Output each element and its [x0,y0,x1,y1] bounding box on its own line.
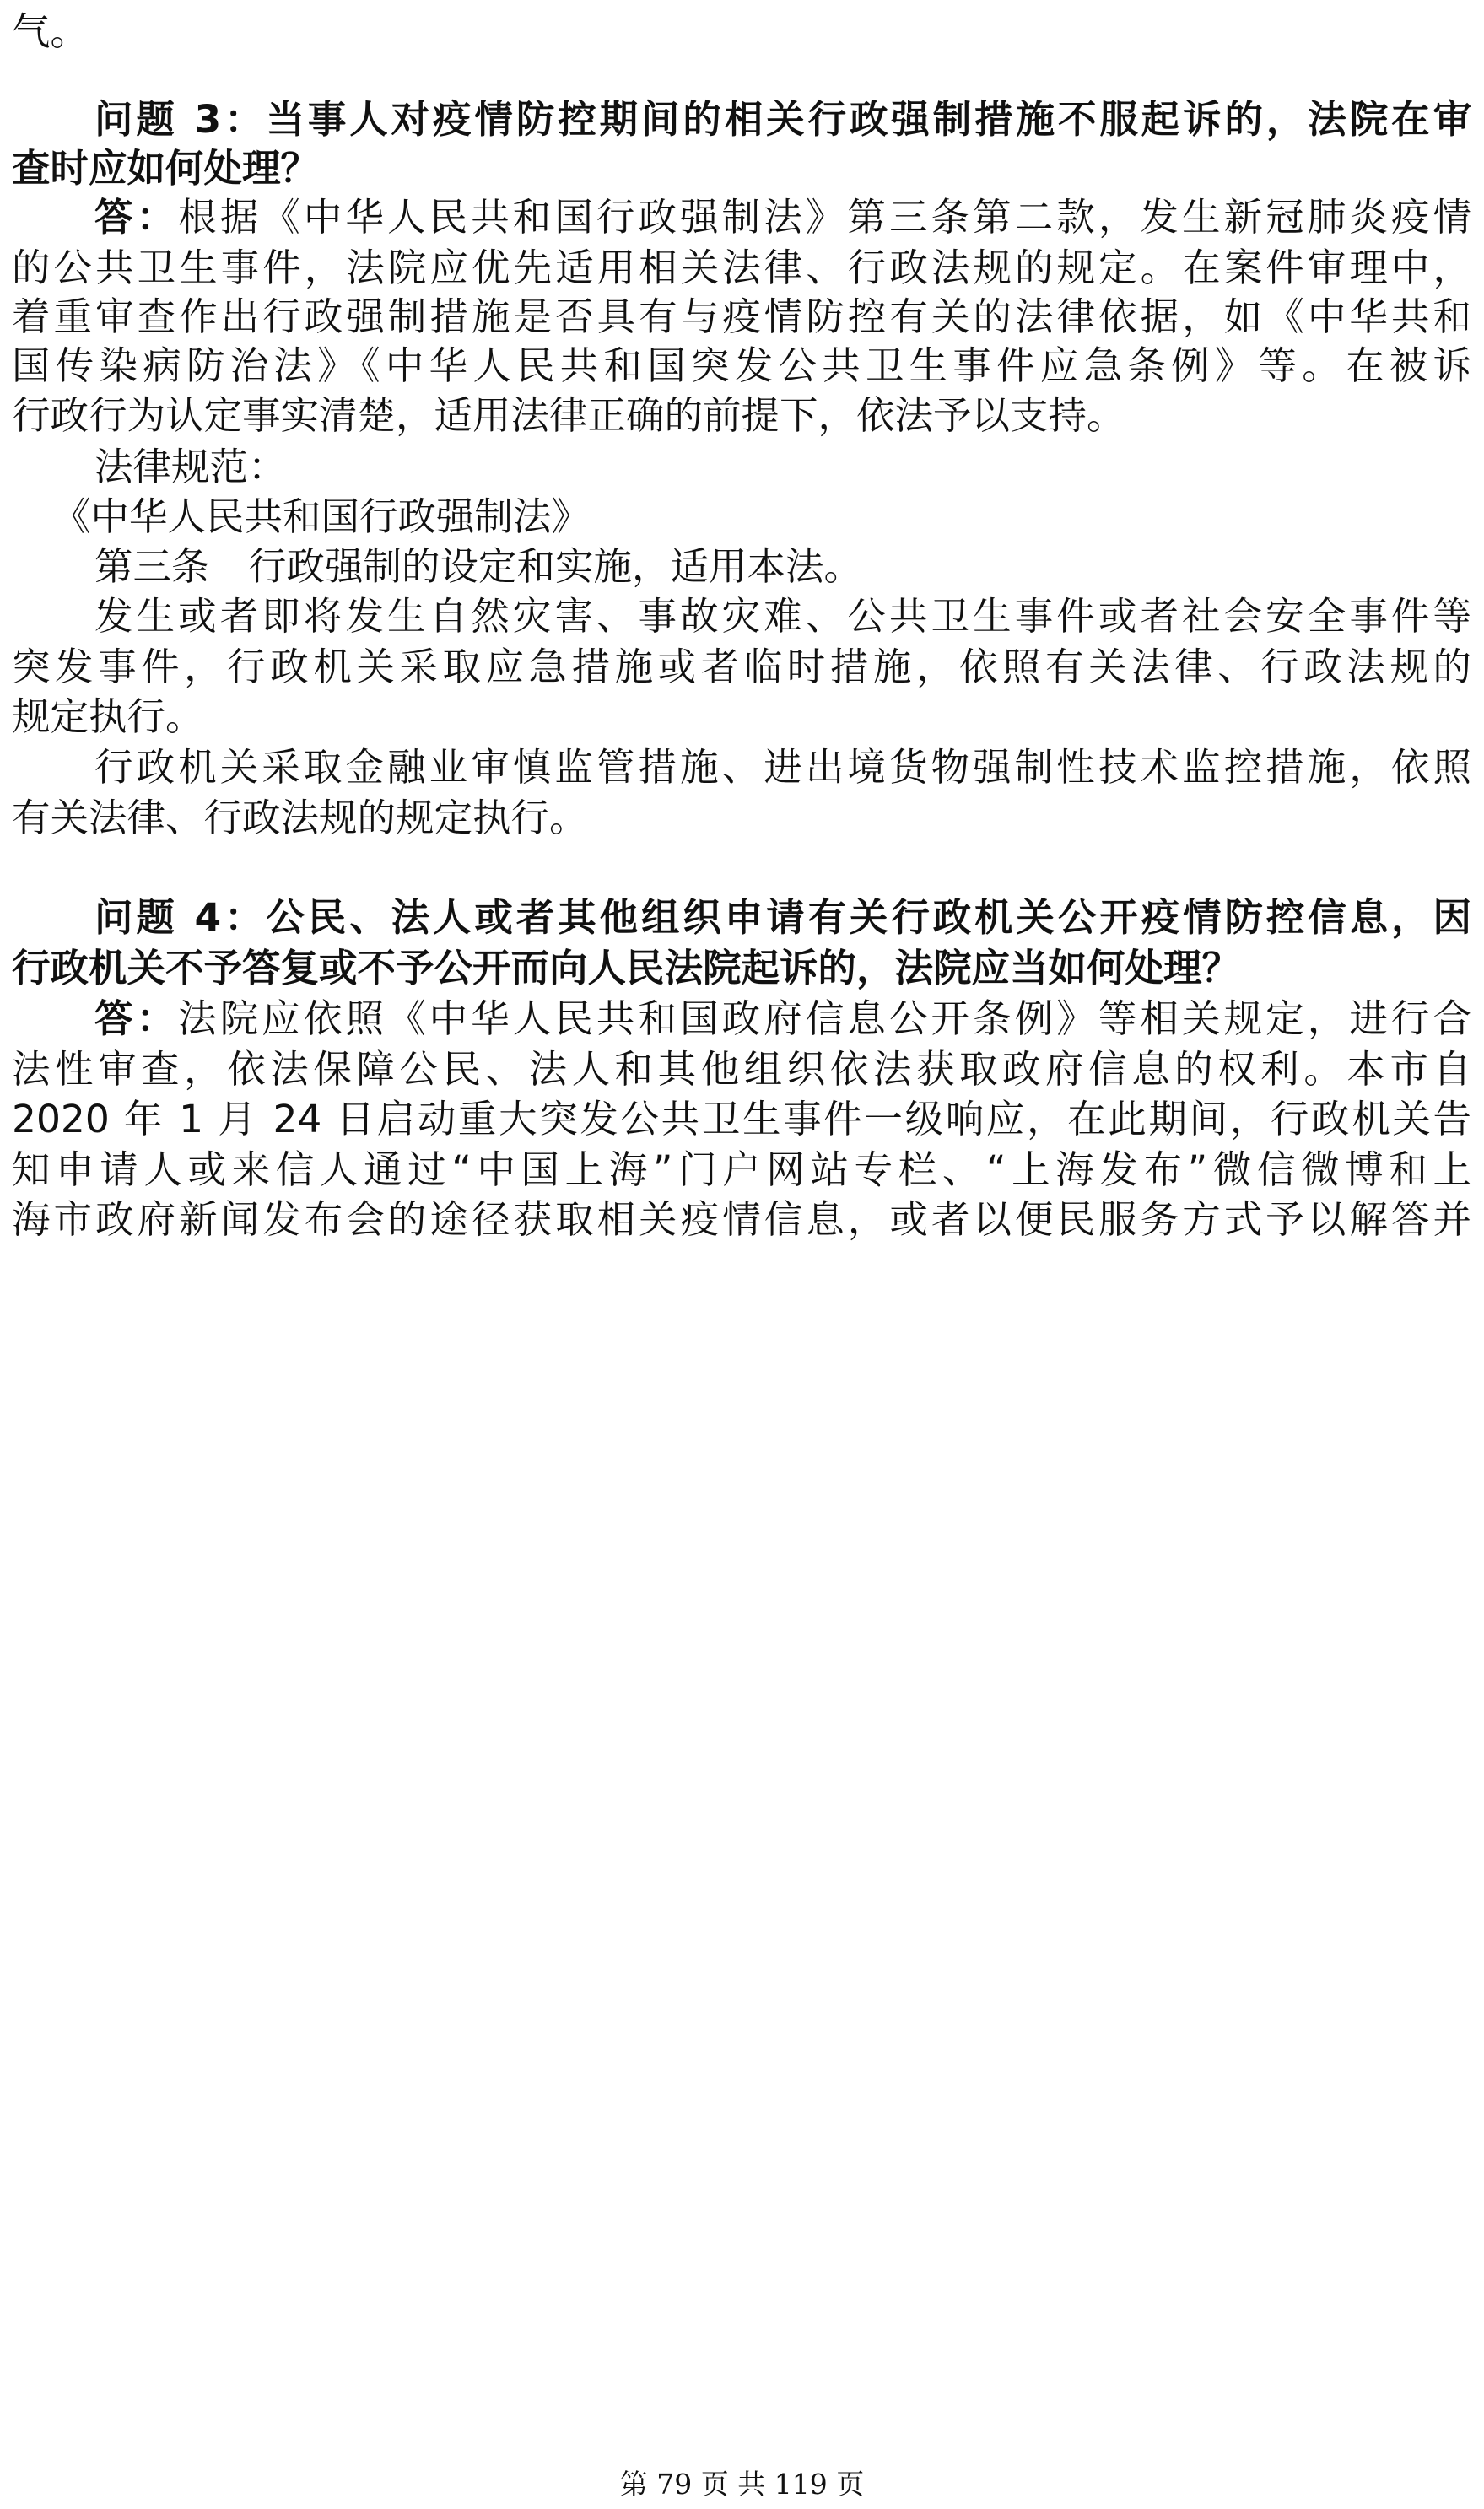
law-title: 《中华人民共和国行政强制法》 [52,494,591,539]
answer-3-line-2: 的公共卫生事件，法院应优先适用相关法律、行政法规的规定。在案件审理中， [12,246,1471,290]
answer-3-line-5: 行政行为认定事实清楚，适用法律正确的前提下，依法予以支持。 [12,393,1125,438]
answer-3-line-4: 国传染病防治法》《中华人民共和国突发公共卫生事件应急条例》等。在被诉 [12,343,1471,388]
page-number-footer: 第 79 页 共 119 页 [619,2468,865,2501]
article-paragraph-2-line-1: 发生或者即将发生自然灾害、事故灾难、公共卫生事件或者社会安全事件等 [94,594,1471,639]
answer-4-line-3: 2020 年 1 月 24 日启动重大突发公共卫生事件一级响应，在此期间，行政机关告 [12,1097,1471,1141]
answer-4-line-2: 法性审查，依法保障公民、法人和其他组织依法获取政府信息的权利。本市自 [12,1047,1471,1092]
question-4-heading: 问题 4：公民、法人或者其他组织申请有关行政机关公开疫情防控信息，因 [94,895,1471,940]
article-paragraph-2-line-2: 突发事件，行政机关采取应急措施或者临时措施，依照有关法律、行政法规的 [12,645,1471,689]
question-3-heading-cont: 查时应如何处理？ [12,146,320,191]
answer-3-line-3: 着重审查作出行政强制措施是否具有与疫情防控有关的法律依据，如《中华共和 [12,294,1471,339]
question-4-heading-cont: 行政机关不予答复或不予公开而向人民法院起诉的，法院应当如何处理？ [12,946,1241,990]
text-line: 气。 [12,9,89,54]
answer-3-line-1: 答：根据《中华人民共和国行政强制法》第三条第二款，发生新冠肺炎疫情 [94,195,1471,240]
article-paragraph-3-line-2: 有关法律、行政法规的规定执行。 [12,796,588,840]
norm-label: 法律规范： [94,445,287,489]
article-paragraph-3-line-1: 行政机关采取金融业审慎监管措施、进出境货物强制性技术监控措施，依照 [94,745,1471,790]
answer-label: 答： [94,195,179,240]
question-3-heading: 问题 3：当事人对疫情防控期间的相关行政强制措施不服起诉的，法院在审 [94,97,1471,142]
answer-4-line-4: 知申请人或来信人通过“中国上海”门户网站专栏、“上海发布”微信微博和上 [12,1147,1471,1192]
article-3: 第三条 行政强制的设定和实施，适用本法。 [94,544,863,589]
answer-4-line-5: 海市政府新闻发布会的途径获取相关疫情信息，或者以便民服务方式予以解答并 [12,1197,1471,1242]
article-paragraph-2-line-3: 规定执行。 [12,694,204,739]
answer-4-line-1: 答：法院应依照《中华人民共和国政府信息公开条例》等相关规定，进行合 [94,996,1471,1041]
answer-label: 答： [94,996,179,1041]
